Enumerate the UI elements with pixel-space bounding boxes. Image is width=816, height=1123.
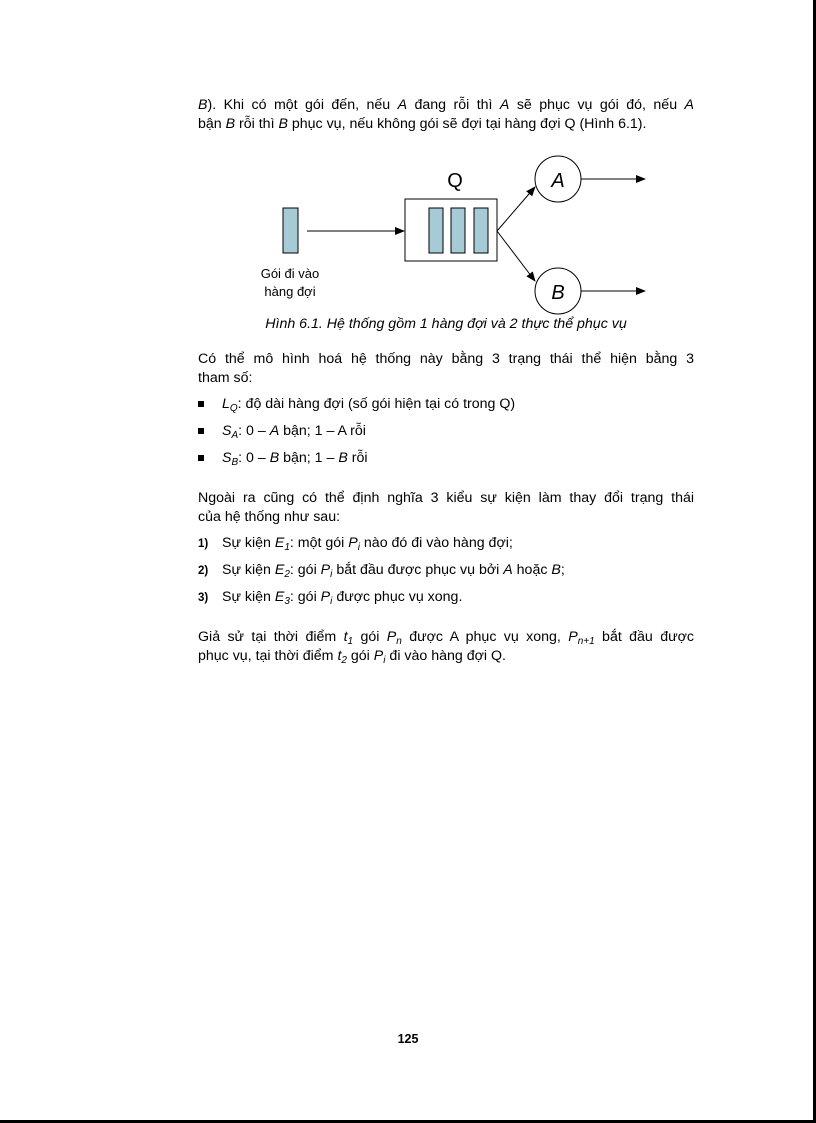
param-symbol: S — [222, 423, 232, 439]
param-text: : độ dài hàng đợi (số gói hiện tại có trong Q) — [237, 396, 516, 412]
text: đang rỗi thì — [407, 97, 500, 113]
param-var: B — [338, 450, 348, 466]
param-text: : 0 – — [238, 423, 270, 439]
queued-packet-1 — [429, 208, 443, 253]
event-text: hoặc — [512, 562, 552, 578]
text: đi vào hàng đợi Q. — [385, 648, 506, 664]
param-symbol: L — [222, 396, 230, 412]
packet-label-line-1: Gói đi vào — [260, 266, 320, 281]
event-text: : gói — [289, 562, 321, 578]
text: rỗi thì — [235, 116, 279, 132]
var-b: B — [551, 562, 561, 578]
event-text: : một gói — [289, 535, 349, 551]
packet-symbol: P — [348, 535, 358, 551]
arrow-to-server-a — [497, 187, 535, 231]
event-text: Sự kiện — [222, 535, 275, 551]
var-b: B — [278, 116, 288, 132]
event-text: được phục vụ xong. — [332, 589, 463, 605]
model-line-2: tham số: — [198, 370, 253, 386]
events-line-2: của hệ thống như sau: — [198, 509, 341, 525]
bullet-square-icon — [198, 455, 204, 461]
time-symbol: t — [343, 629, 348, 645]
event-symbol: E — [274, 535, 285, 551]
text: phục vụ, tại thời điểm — [198, 648, 338, 664]
event-subscript: 2 — [284, 569, 290, 580]
packet-subscript: i — [330, 596, 333, 607]
final-paragraph — [198, 628, 694, 666]
event-text: nào đó đi vào hàng đợi; — [359, 535, 513, 551]
packet-symbol: P — [386, 629, 397, 645]
list-item — [198, 422, 515, 449]
time-symbol: t — [337, 648, 342, 664]
var-a: A — [503, 562, 513, 578]
parameter-list — [198, 395, 515, 476]
events-line-1: Ngoài ra cũng có thể định nghĩa 3 kiểu sự kiện làm thay đổi trạng thái — [198, 490, 694, 506]
param-subscript: A — [231, 430, 239, 441]
bullet-square-icon — [198, 428, 204, 434]
server-b-label: B — [551, 282, 565, 304]
param-text: bận; 1 – A rỗi — [279, 423, 366, 439]
packet-symbol: P — [568, 629, 578, 645]
text: được A phục vụ xong, — [401, 629, 569, 645]
param-text: : 0 – — [238, 450, 270, 466]
param-text: bận; 1 – — [279, 450, 339, 466]
var-a: A — [499, 97, 510, 113]
list-item — [198, 561, 565, 588]
model-paragraph — [198, 350, 694, 388]
var-a: A — [397, 97, 408, 113]
text: sẽ phục vụ gói đó, nếu — [509, 97, 685, 113]
text: gói — [346, 648, 374, 664]
param-var: A — [269, 423, 280, 439]
param-symbol: S — [222, 450, 232, 466]
text: phục vụ, nếu không gói sẽ đợi tại hàng đợi Q (Hình 6.1). — [287, 116, 647, 132]
event-subscript: 1 — [284, 542, 290, 553]
model-line-1: Có thể mô hình hoá hệ thống này bằng 3 trạng thái thể hiện bằng 3 — [198, 351, 694, 367]
packet-label-line-2: hàng đợi — [264, 284, 316, 299]
list-item — [198, 534, 565, 561]
list-item — [198, 449, 515, 476]
packet-subscript: i — [330, 569, 333, 580]
packet-subscript: n — [396, 636, 402, 647]
text: ). Khi có một gói đến, nếu — [207, 97, 398, 113]
queue-diagram — [0, 0, 816, 330]
incoming-packet — [283, 208, 298, 253]
event-symbol: E — [274, 562, 285, 578]
event-list — [198, 534, 565, 615]
var-b: B — [198, 97, 208, 113]
packet-symbol: P — [373, 648, 384, 664]
packet-subscript: i — [383, 655, 386, 666]
events-paragraph — [198, 489, 694, 527]
final-line-2 — [198, 647, 694, 666]
text: bắt đầu được — [594, 629, 694, 645]
event-text: : gói — [289, 589, 321, 605]
arrow-to-server-b — [497, 231, 535, 281]
packet-symbol: P — [320, 562, 331, 578]
param-var: B — [269, 450, 280, 466]
var-a: A — [684, 97, 694, 113]
queued-packet-2 — [451, 208, 465, 253]
item-number: 3) — [198, 592, 209, 604]
param-subscript: Q — [229, 403, 238, 414]
time-subscript: 2 — [341, 655, 347, 666]
packet-subscript: i — [357, 542, 360, 553]
queue-label: Q — [447, 170, 463, 192]
text: Giả sử tại thời điểm — [198, 629, 344, 645]
param-subscript: B — [231, 457, 239, 468]
event-text: bắt đầu được phục vụ bởi — [332, 562, 504, 578]
item-number: 1) — [198, 538, 209, 550]
event-subscript: 3 — [284, 596, 290, 607]
packet-subscript: n+1 — [577, 636, 595, 647]
text: gói — [353, 629, 387, 645]
figure-caption: Hình 6.1. Hệ thống gồm 1 hàng đợi và 2 thực thể phục vụ — [265, 316, 627, 332]
event-text: Sự kiện — [222, 562, 275, 578]
var-b: B — [225, 116, 236, 132]
queued-packet-3 — [474, 208, 488, 253]
bullet-square-icon — [198, 401, 204, 407]
event-text: Sự kiện — [222, 589, 275, 605]
list-item — [198, 588, 565, 615]
server-a-label: A — [551, 170, 565, 192]
list-item — [198, 395, 515, 422]
page-number: 125 — [397, 1032, 419, 1046]
event-text: ; — [560, 562, 565, 578]
item-number: 2) — [198, 565, 209, 577]
event-symbol: E — [274, 589, 285, 605]
param-text: rỗi — [347, 450, 368, 466]
text: bận — [198, 116, 226, 132]
packet-symbol: P — [320, 589, 331, 605]
final-line-1 — [198, 628, 694, 647]
time-subscript: 1 — [347, 636, 354, 647]
